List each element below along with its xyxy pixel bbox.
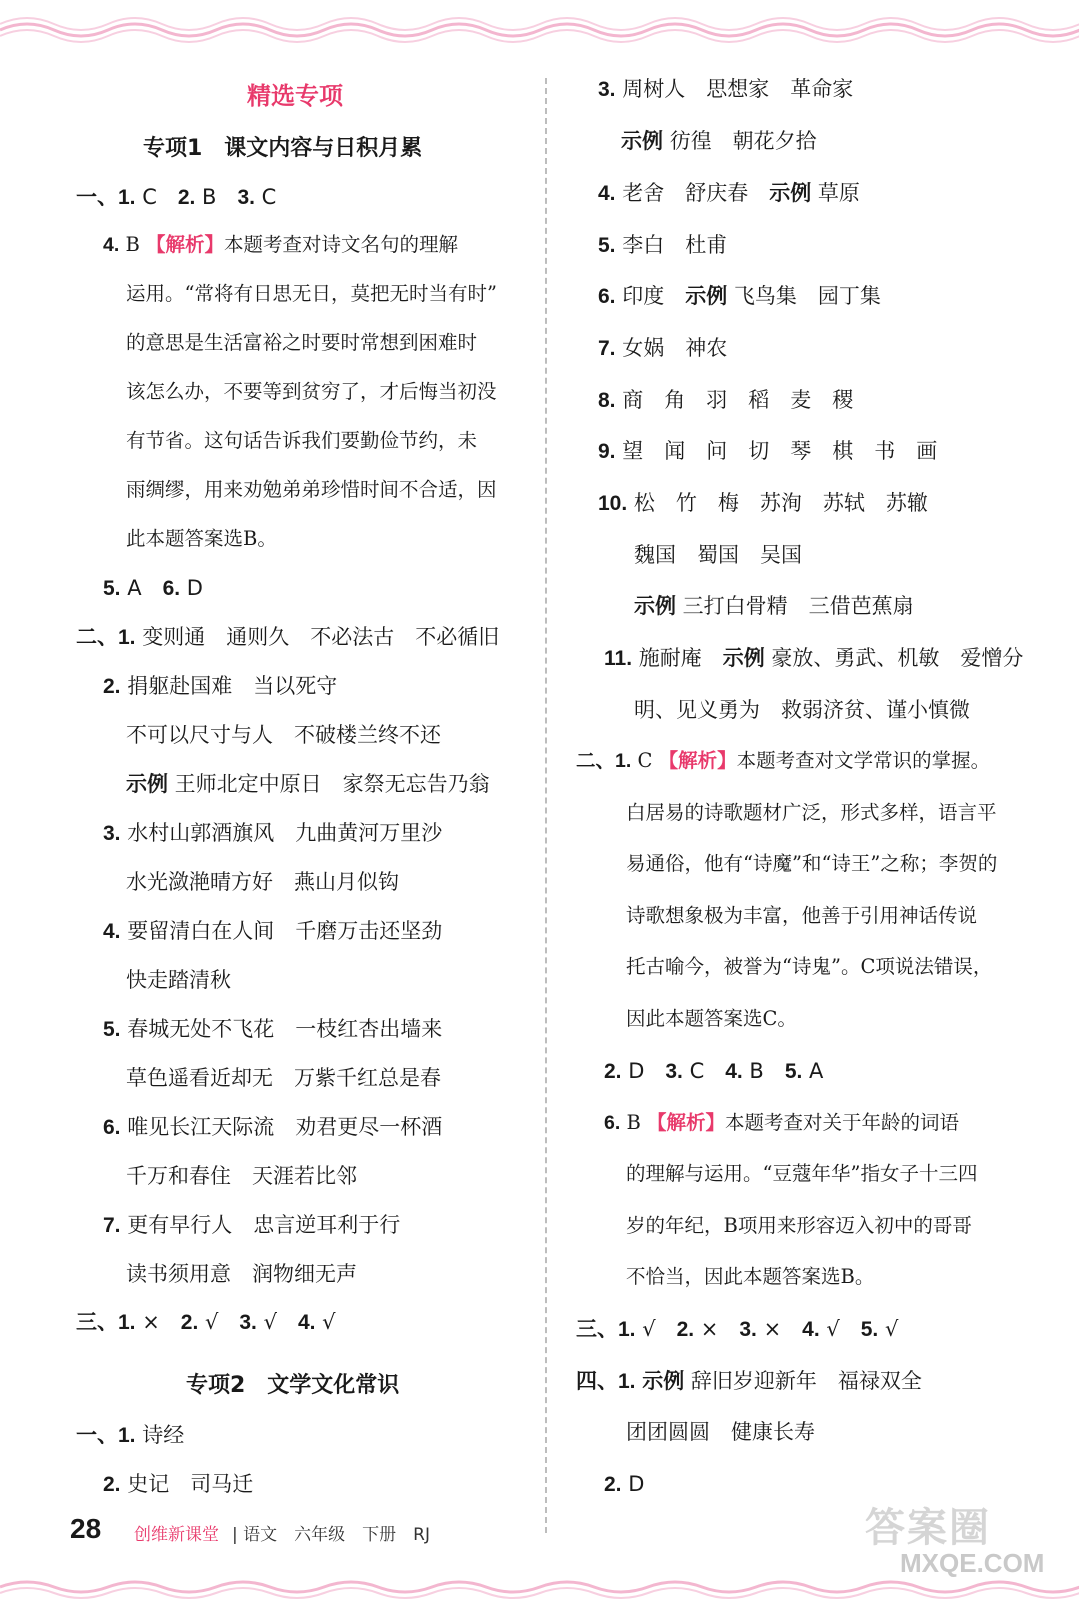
left-line-24: 三、1. × 2. √ 3. √ 4. √	[76, 1310, 336, 1334]
right-line-11: 示例 三打白骨精 三借芭蕉扇	[634, 594, 914, 618]
right-line-21: 6. B 【解析】本题考查对关于年龄的词语	[604, 1111, 960, 1134]
left-line-23: 读书须用意 润物细无声	[126, 1262, 357, 1286]
brand-name: 创维新课堂	[134, 1525, 219, 1545]
left-line-3: 运用。“常将有日思无日，莫把无时当有时”	[126, 282, 497, 305]
left-line-17: 快走踏清秋	[126, 968, 231, 992]
left-line-18: 5. 春城无处不飞花 一枝红杏出墙来	[103, 1017, 443, 1041]
left-line-10: 二、1. 变则通 通则久 不必法古 不必循旧	[76, 625, 500, 649]
page-number: 28	[70, 1513, 102, 1544]
right-line-9: 10. 松 竹 梅 苏洵 苏轼 苏辙	[598, 491, 928, 515]
right-line-4: 5. 李白 杜甫	[598, 233, 728, 257]
right-line-8: 9. 望 闻 问 切 琴 棋 书 画	[598, 439, 938, 463]
left-line-14: 3. 水村山郭酒旗风 九曲黄河万里沙	[103, 821, 443, 845]
left-line-9: 5. A 6. D	[103, 576, 203, 600]
watermark-site: MXQE.COM	[900, 1548, 1045, 1578]
right-line-14: 二、1. C 【解析】本题考查对文学常识的掌握。	[576, 749, 991, 772]
left-line-21: 千万和春住 天涯若比邻	[126, 1164, 357, 1188]
left-line-11: 2. 捐躯赴国难 当以死守	[103, 674, 338, 698]
section-2-title: 专项2 文学文化常识	[186, 1373, 400, 1398]
section-1-title: 专项1 课文内容与日积月累	[143, 136, 423, 161]
right-line-3: 4. 老舍 舒庆春 示例 草原	[598, 181, 860, 205]
top-decorative-wave	[0, 0, 1079, 50]
right-line-5: 6. 印度 示例 飞鸟集 园丁集	[598, 284, 881, 308]
column-divider	[545, 78, 547, 1533]
left-line-16: 4. 要留清白在人间 千磨万击还坚劲	[103, 919, 443, 943]
left-line-4: 的意思是生活富裕之时要时常想到困难时	[126, 331, 478, 354]
left-line-25: 一、1. 诗经	[76, 1423, 185, 1447]
page-title: 精选专项	[247, 82, 343, 110]
left-line-12: 不可以尺寸与人 不破楼兰终不还	[126, 723, 441, 747]
right-line-12: 11. 施耐庵 示例 豪放、勇武、机敏 爱憎分	[604, 646, 1024, 670]
left-line-26: 2. 史记 司马迁	[103, 1472, 254, 1496]
right-line-27: 团团圆圆 健康长寿	[626, 1420, 815, 1444]
watermark-logo: 答案圈	[865, 1505, 991, 1551]
book-info: | 语文 六年级 下册 RJ	[232, 1525, 430, 1545]
left-line-5: 该怎么办，不要等到贫穷了，才后悔当初没	[126, 380, 497, 403]
right-line-16: 易通俗，他有“诗魔”和“诗王”之称；李贺的	[626, 852, 998, 875]
left-line-13: 示例 王师北定中原日 家祭无忘告乃翁	[126, 772, 490, 796]
right-line-6: 7. 女娲 神农	[598, 336, 728, 360]
right-line-24: 不恰当，因此本题答案选B。	[626, 1265, 875, 1288]
right-line-2: 示例 彷徨 朝花夕拾	[621, 129, 817, 153]
right-line-13: 明、见义勇为 救弱济贫、谨小慎微	[634, 698, 970, 722]
right-line-1: 3. 周树人 思想家 革命家	[598, 77, 854, 101]
left-line-1: 一、1. C 2. B 3. C	[76, 185, 277, 209]
right-line-10: 魏国 蜀国 吴国	[634, 543, 802, 567]
left-line-19: 草色遥看近却无 万紫千红总是春	[126, 1066, 441, 1090]
right-line-22: 的理解与运用。“豆蔻年华”指女子十三四	[626, 1162, 978, 1185]
left-line-8: 此本题答案选B。	[126, 527, 277, 550]
right-line-23: 岁的年纪，B项用来形容迈入初中的哥哥	[626, 1214, 972, 1237]
right-line-25: 三、1. √ 2. × 3. × 4. √ 5. √	[576, 1317, 899, 1341]
right-line-18: 托古喻今，被誉为“诗鬼”。C项说法错误，	[626, 955, 993, 978]
right-line-26: 四、1. 示例 辞旧岁迎新年 福禄双全	[576, 1369, 922, 1393]
left-line-7: 雨绸缪，用来劝勉弟弟珍惜时间不合适，因	[126, 478, 497, 501]
left-line-6: 有节省。这句话告诉我们要勤俭节约，未	[126, 429, 478, 452]
left-line-15: 水光潋滟晴方好 燕山月似钩	[126, 870, 399, 894]
right-line-19: 因此本题答案选C。	[626, 1007, 797, 1030]
right-line-15: 白居易的诗歌题材广泛，形式多样，语言平	[626, 801, 997, 824]
left-line-20: 6. 唯见长江天际流 劝君更尽一杯酒	[103, 1115, 443, 1139]
right-line-7: 8. 商 角 羽 稻 麦 稷	[598, 388, 854, 412]
left-line-22: 7. 更有早行人 忠言逆耳利于行	[103, 1213, 401, 1237]
right-line-28: 2. D	[604, 1472, 645, 1496]
right-line-20: 2. D 3. C 4. B 5. A	[604, 1059, 824, 1083]
left-line-2: 4. B 【解析】本题考查对诗文名句的理解	[103, 233, 459, 256]
bottom-decorative-wave	[0, 1575, 1079, 1600]
right-line-17: 诗歌想象极为丰富，他善于引用神话传说	[626, 904, 978, 927]
